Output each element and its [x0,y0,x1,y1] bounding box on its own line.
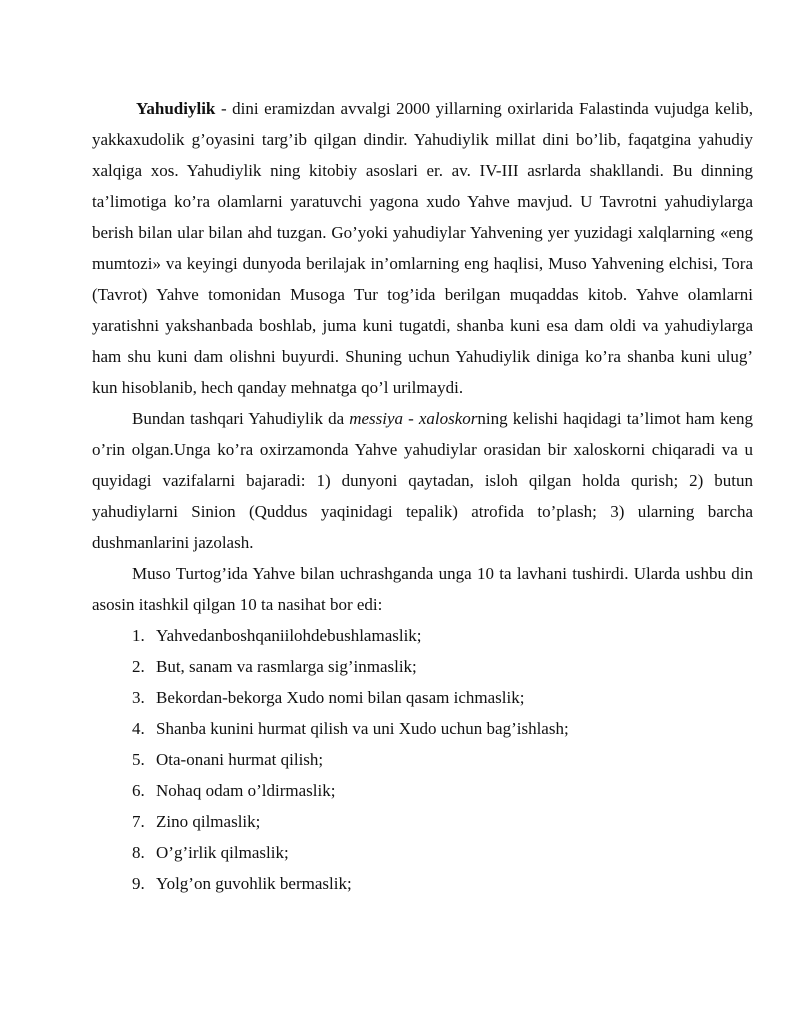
paragraph-messiah [92,403,753,558]
commandments-list [92,620,753,899]
paragraph-tablets [92,558,753,620]
messiah-term: messiya - xaloskor [349,409,478,428]
list-item-number: 1. [132,626,145,645]
paragraph-intro-text: - dini eramizdan avvalgi 2000 yillarning oxirlarida Falastinda vujudga kelib, yakkaxudolik g’oyasini targ’ib qilgan dindir. Yahudiylik millat dini bo’lib, faqatgina yahudiy xalqiga xos. Yahudiylik ning kitobiy asoslari er. av. IV-III asrlarda shakllandi. Bu dinning ta’limotiga ko’ra olamlarni yaratuvchi yagona xudo Yahve mavjud. U Tavrotni yahudiylarga berish bilan ular bilan ahd tuzgan. Go’yoki yahudiylar Yahvening yer yuzidagi xalqlarning «eng mumtozi» va keyingi dunyoda berilajak in’omlarning eng haqlisi, Muso Yahvening elchisi, Tora (Tavrot) Yahve tomonidan Musoga Tur tog’ida berilgan muqaddas kitob. Yahve olamlarni yaratishni yakshanbada boshlab, juma kuni tugatdi, shanba kuni esa dam oldi va yahudiylarga ham shu kuni dam olishni buyurdi. Shuning uchun Yahudiylik diniga ko’ra shanba kuni ulug’ kun hisoblanib, hech qanday mehnatga qo’l urilmaydi. [92,99,753,397]
list-item-number: 2. [132,657,145,676]
list-item-text: Shanba kunini hurmat qilish va uni Xudo uchun bag’ishlash; [156,719,569,738]
paragraph-tablets-text: Muso Turtog’ida Yahve bilan uchrashganda unga 10 ta lavhani tushirdi. Ularda ushbu din asosin itashkil qilgan 10 ta nasihat bor edi: [92,564,753,614]
list-item [132,651,753,682]
list-item [132,868,753,899]
list-item-text: O’g’irlik qilmaslik; [156,843,289,862]
list-item [132,744,753,775]
list-item [132,620,753,651]
list-item-number: 8. [132,843,145,862]
paragraph-messiah-before: Bundan tashqari Yahudiylik da [132,409,350,428]
list-item-number: 6. [132,781,145,800]
paragraph-intro [92,93,753,403]
list-item [132,806,753,837]
list-item-number: 4. [132,719,145,738]
list-item-number: 7. [132,812,145,831]
list-item-number: 9. [132,874,145,893]
list-item-text: Yahvedanboshqaniilohdebushlamaslik; [156,626,422,645]
paragraph-messiah-after: ning kelishi haqidagi ta’limot ham keng o’rin olgan.Unga ko’ra oxirzamonda Yahve yahudiylar orasidan bir xaloskorni chiqaradi va u quyidagi vazifalarni bajaradi: 1) dunyoni qaytadan, isloh qilgan holda qurish; 2) butun yahudiylarni Sinion (Quddus yaqinidagi tepalik) atrofida to’plash; 3) ularning barcha dushmanlarini jazolash. [92,409,754,552]
list-item [132,682,753,713]
list-item-text: But, sanam va rasmlarga sig’inmaslik; [156,657,417,676]
list-item-text: Ota-onani hurmat qilish; [156,750,324,769]
list-item [132,713,753,744]
list-item-text: Nohaq odam o’ldirmaslik; [156,781,336,800]
list-item-number: 5. [132,750,145,769]
list-item [132,837,753,868]
document-page [92,93,753,899]
list-item-text: Yolg’on guvohlik bermaslik; [156,874,352,893]
list-item [132,775,753,806]
list-item-text: Bekordan-bekorga Xudo nomi bilan qasam ichmaslik; [156,688,525,707]
list-item-number: 3. [132,688,145,707]
list-item-text: Zino qilmaslik; [156,812,261,831]
term-yahudiylik: Yahudiylik [136,99,216,118]
